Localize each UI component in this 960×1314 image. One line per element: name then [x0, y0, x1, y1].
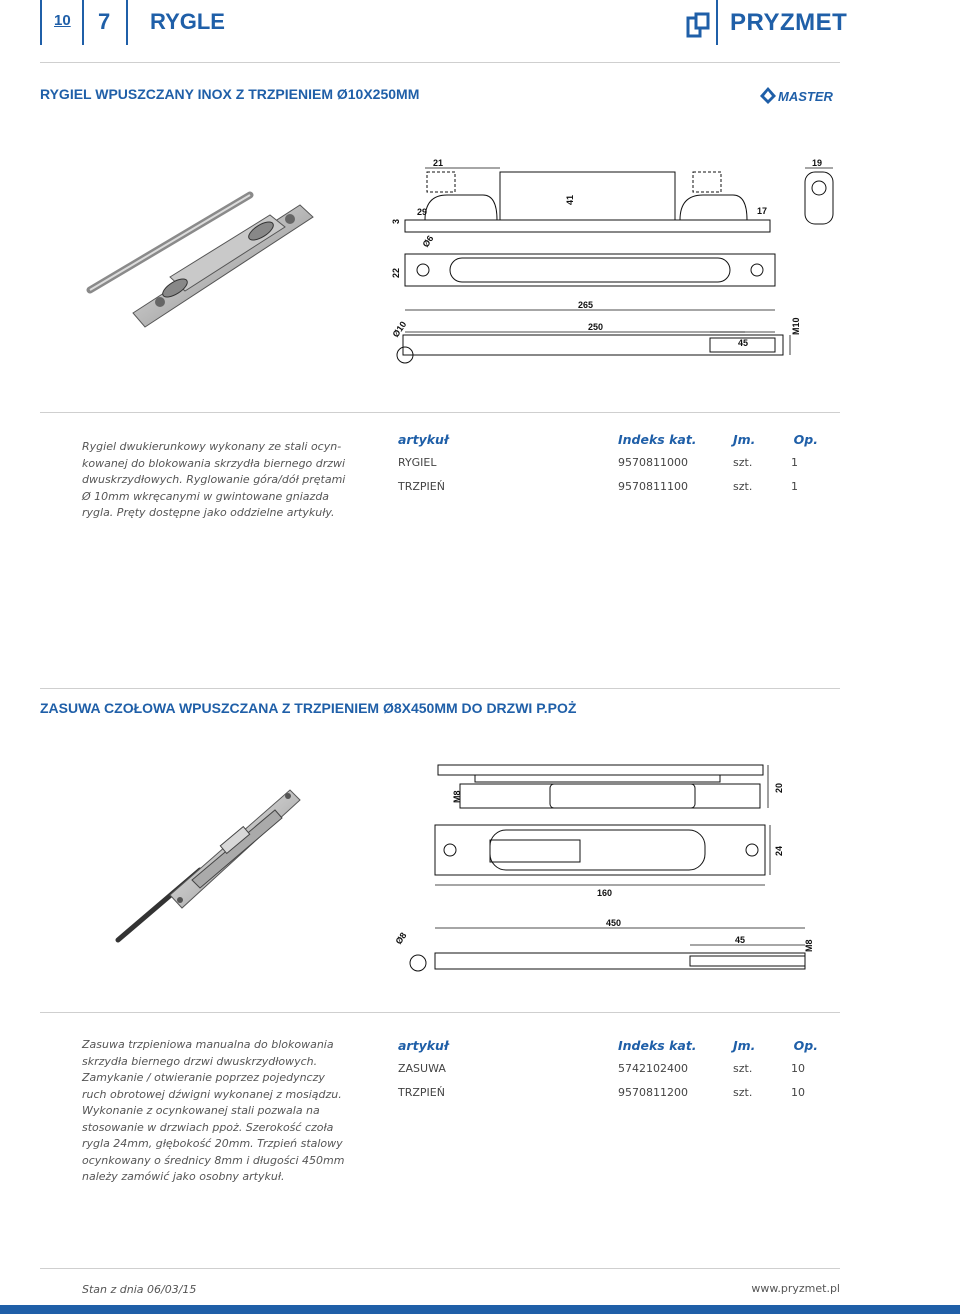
header-divider	[126, 0, 128, 45]
cell-artykul: TRZPIEŃ	[398, 1086, 445, 1099]
rygiel-photo	[85, 185, 320, 335]
description-line: należy zamówić jako osobny artykuł.	[82, 1170, 285, 1183]
description-line: stosowanie w drzwiach ppoż. Szerokość czoła	[82, 1120, 334, 1134]
cell-artykul: TRZPIEŃ	[398, 480, 445, 493]
table-row	[398, 453, 818, 477]
col-indeks: Indeks kat.	[618, 1038, 697, 1053]
cell-op: 1	[791, 456, 798, 469]
description-line: Zasuwa trzpieniowa manualna do blokowania	[82, 1038, 334, 1051]
table-header-row	[398, 432, 818, 453]
cell-op: 10	[791, 1062, 805, 1075]
dim-265: 265	[578, 300, 594, 310]
cell-indeks: 9570811200	[618, 1086, 688, 1099]
dim-d8: Ø8	[393, 930, 409, 947]
description-line: skrzydła biernego drzwi dwuskrzydłowych.	[82, 1054, 318, 1068]
description-line: Wykonanie z ocynkowanej stali pozwala na	[82, 1104, 320, 1117]
col-artykul: artykuł	[398, 432, 449, 447]
dim-45: 45	[738, 338, 749, 348]
dim-24: 24	[774, 845, 784, 856]
col-artykul: artykuł	[398, 1038, 449, 1053]
description-line: ocynkowany o średnicy 8mm i długości 450mm	[82, 1153, 345, 1167]
description-line: dwuskrzydłowych. Ryglowanie góra/dół prętami	[82, 473, 346, 486]
zasuwa-photo	[100, 780, 320, 960]
description-line: rygla. Pręty dostępne jako oddzielne artykuły.	[82, 506, 335, 519]
dim-m8-bottom: M8	[804, 939, 814, 952]
master-logo-icon	[758, 84, 840, 106]
pryzmet-logo-icon	[686, 12, 710, 38]
cell-jm: szt.	[733, 480, 753, 493]
dim-d10: Ø10	[390, 319, 409, 340]
dim-29: 29	[417, 207, 428, 217]
cell-indeks: 5742102400	[618, 1062, 688, 1075]
master-logo-text: MASTER	[778, 89, 833, 104]
dim-450: 450	[606, 918, 622, 928]
section2-description	[82, 1037, 367, 1186]
dim-21: 21	[433, 158, 444, 168]
cell-jm: szt.	[733, 1062, 753, 1075]
col-op: Op.	[793, 1038, 818, 1053]
section1-description	[82, 439, 362, 522]
col-jm: Jm.	[733, 1038, 756, 1053]
description-line: ruch obrotowej dźwigni wykonanej z mosiądzu.	[82, 1087, 342, 1101]
footer-date: Stan z dnia 06/03/15	[82, 1283, 197, 1296]
dim-41: 41	[565, 194, 575, 205]
description-line: rygla 24mm, głębokość 20mm. Trzpień stalowy	[82, 1137, 343, 1150]
header-divider	[82, 0, 84, 45]
cell-jm: szt.	[733, 1086, 753, 1099]
dim-m10: M10	[791, 317, 801, 335]
cell-indeks: 9570811000	[618, 456, 688, 469]
footer-bar	[0, 1305, 960, 1314]
table-header-row	[398, 1038, 818, 1059]
footer-rule	[40, 1268, 840, 1269]
cell-jm: szt.	[733, 456, 753, 469]
description-line: kowanej do blokowania skrzydła biernego drzwi	[82, 456, 346, 470]
section2-rule	[40, 1012, 840, 1013]
dim-3: 3	[391, 218, 401, 224]
cell-indeks: 9570811100	[618, 480, 688, 493]
dim-d6: Ø6	[420, 233, 436, 250]
dim-17: 17	[757, 206, 768, 216]
page-number: 10	[54, 12, 71, 29]
section2-spec-table	[398, 1038, 818, 1107]
dim-m8-top: M8	[452, 790, 462, 803]
cell-op: 10	[791, 1086, 805, 1099]
header-rule	[40, 62, 840, 63]
chapter-title: RYGLE	[150, 9, 225, 34]
dim-160: 160	[597, 888, 613, 898]
zasuwa-technical-drawing	[390, 760, 820, 985]
table-row	[398, 1059, 818, 1083]
cell-op: 1	[791, 480, 798, 493]
section1-spec-table	[398, 432, 818, 501]
col-indeks: Indeks kat.	[618, 432, 697, 447]
dim-22: 22	[391, 267, 401, 278]
description-line: Ø 10mm wkręcanymi w gwintowane gniazda	[82, 489, 330, 503]
footer-url[interactable]: www.pryzmet.pl	[751, 1282, 840, 1295]
header-divider	[40, 0, 42, 45]
col-jm: Jm.	[733, 432, 756, 447]
dim-20: 20	[774, 782, 784, 793]
cell-artykul: ZASUWA	[398, 1062, 446, 1075]
header-divider	[716, 0, 718, 45]
description-line: Zamykanie / otwieranie poprzez pojedynczy	[82, 1071, 325, 1084]
dim-45: 45	[735, 935, 746, 945]
table-row	[398, 1083, 818, 1107]
section2-top-rule	[40, 688, 840, 689]
table-row	[398, 477, 818, 501]
rygiel-technical-drawing	[385, 150, 845, 380]
chapter-number: 7	[98, 9, 111, 34]
col-op: Op.	[793, 432, 818, 447]
description-line: Rygiel dwukierunkowy wykonany ze stali ocyn-	[82, 440, 342, 453]
dim-19: 19	[812, 158, 823, 168]
section1-rule	[40, 412, 840, 413]
brand-name: PRYZMET	[730, 9, 848, 36]
section1-title: RYGIEL WPUSZCZANY INOX Z TRZPIENIEM Ø10X250MM	[40, 86, 420, 102]
cell-artykul: RYGIEL	[398, 456, 437, 469]
dim-250: 250	[588, 322, 604, 332]
section2-title: ZASUWA CZOŁOWA WPUSZCZANA Z TRZPIENIEM Ø8X450MM DO DRZWI P.POŻ	[40, 700, 577, 716]
